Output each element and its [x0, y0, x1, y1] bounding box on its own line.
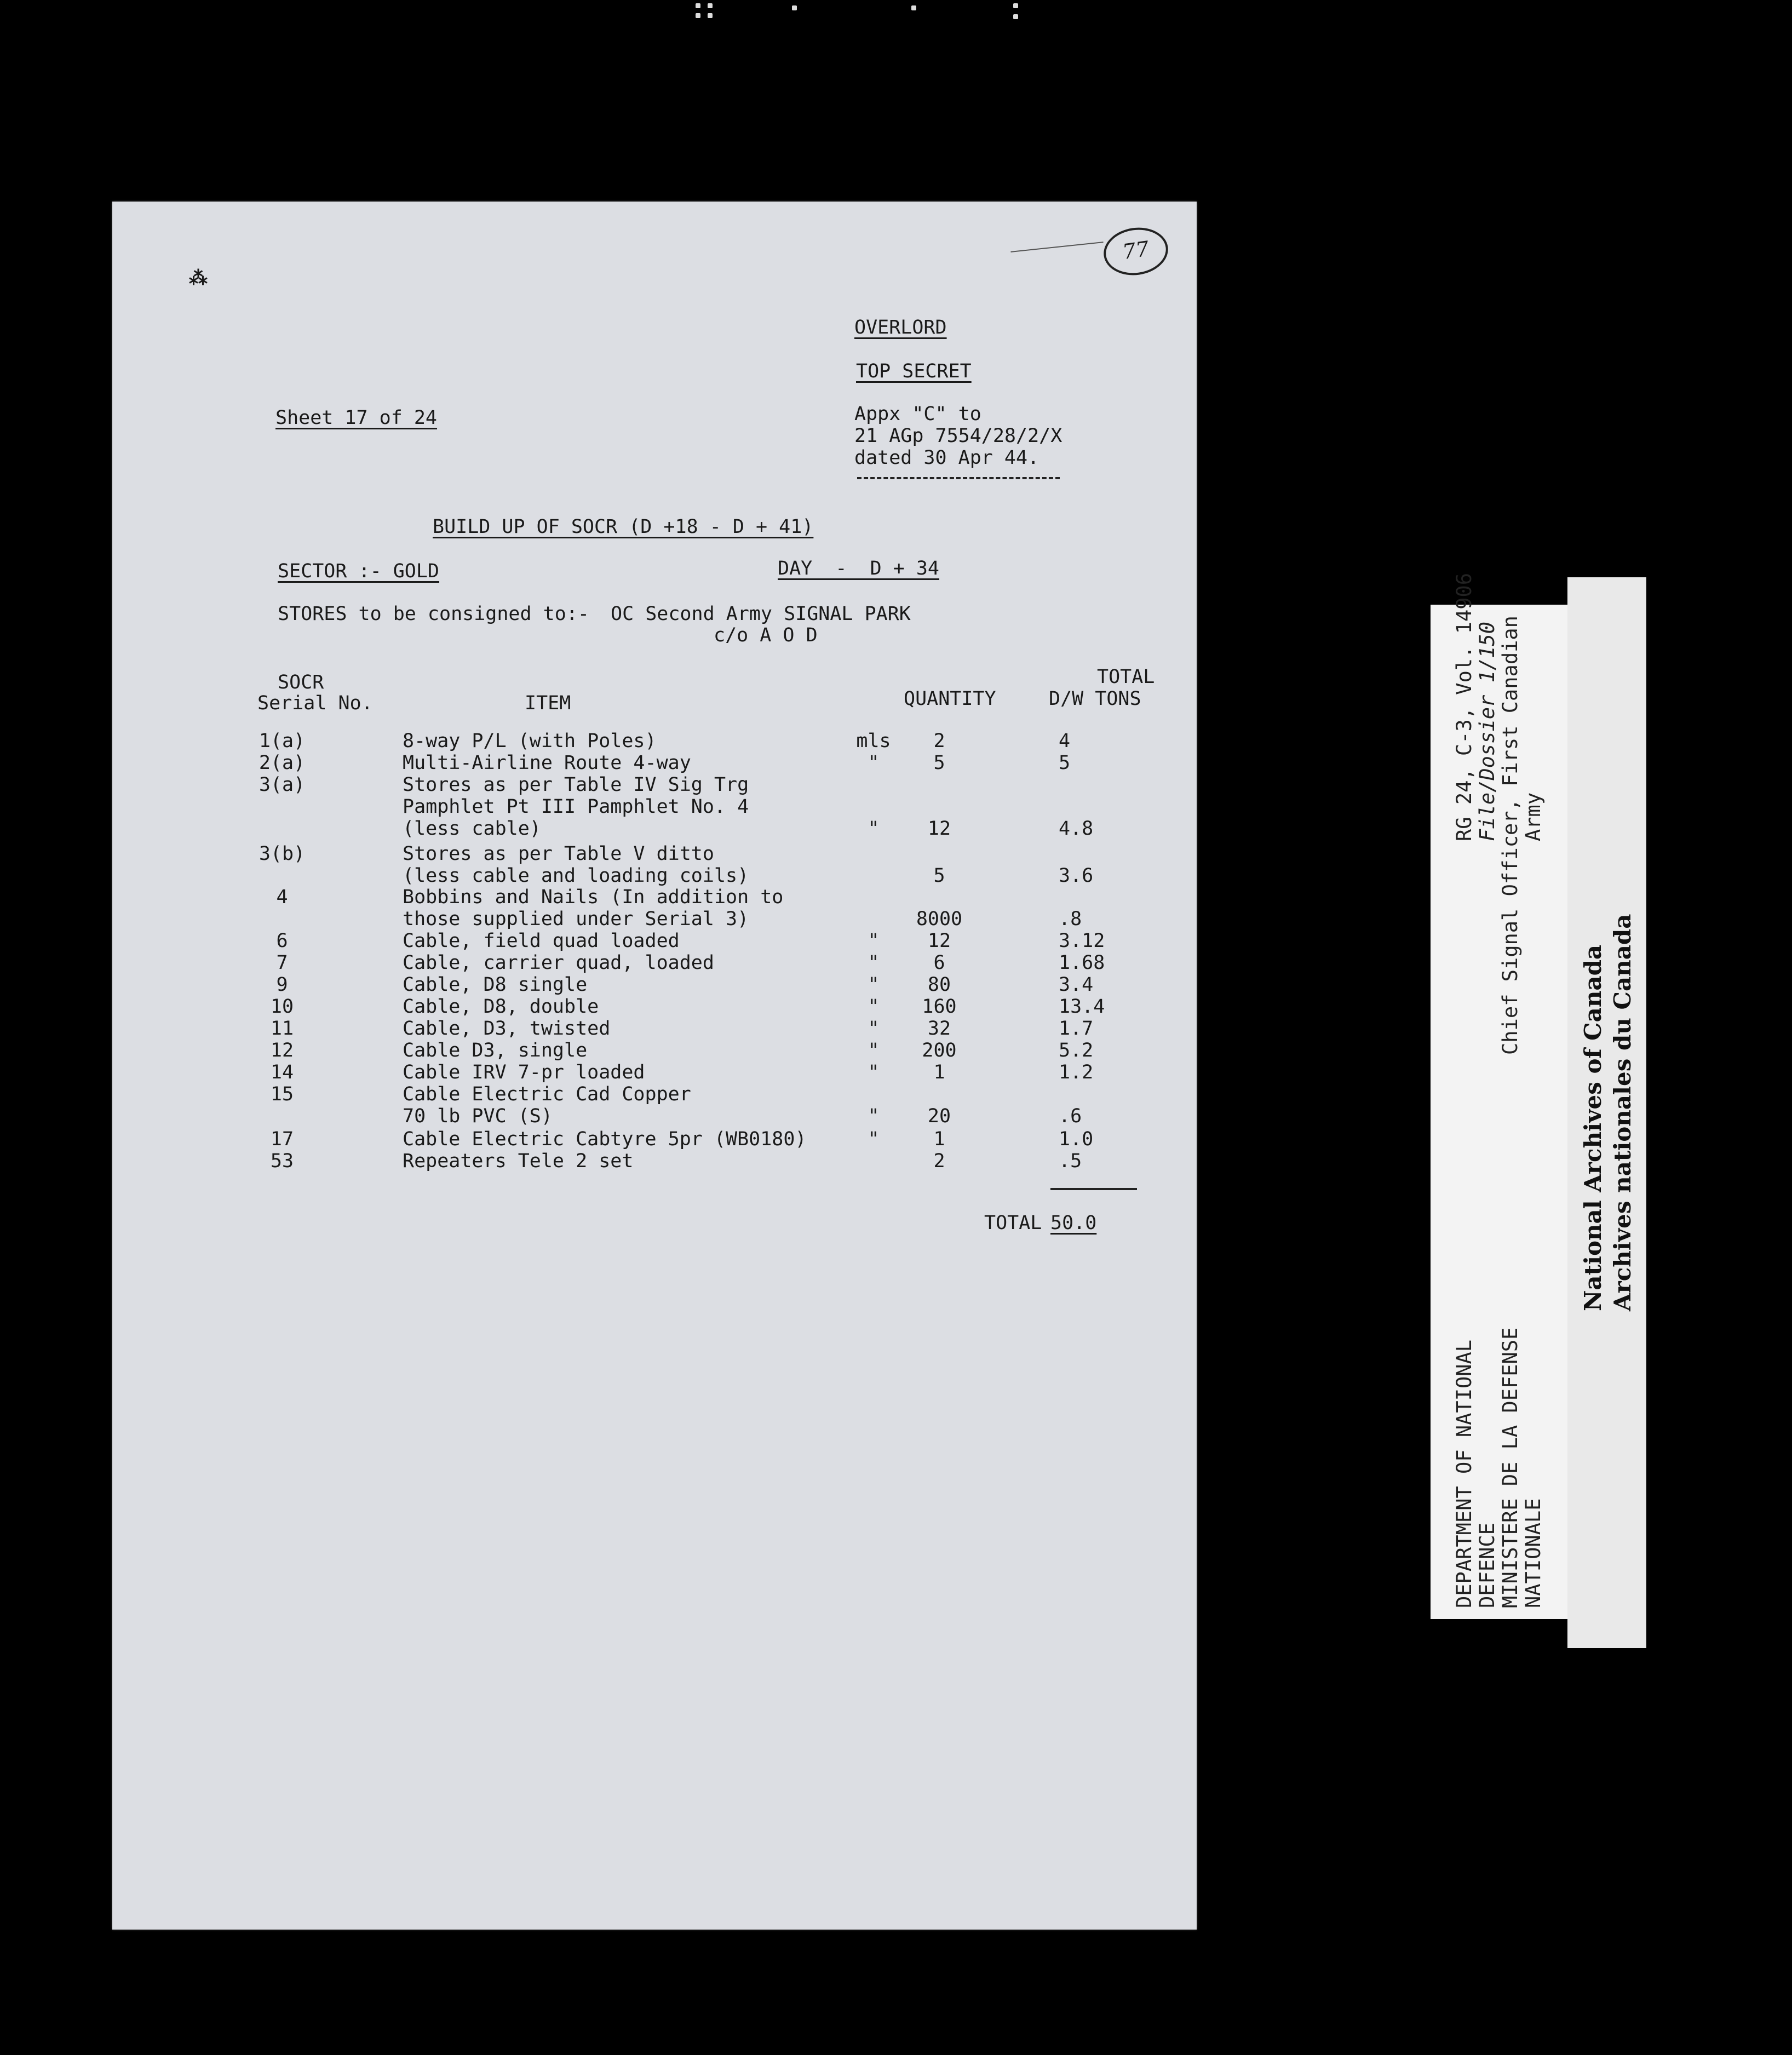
row-serial: 11: [270, 1018, 294, 1040]
row-tons: 13.4: [1059, 996, 1105, 1018]
row-item: Cable Electric Cabtyre 5pr (WB0180): [403, 1128, 807, 1150]
row-item: Cable, carrier quad, loaded: [403, 952, 714, 974]
row-quantity: 80: [927, 974, 951, 996]
row-serial: 3(a): [259, 774, 306, 796]
row-item: Stores as per Table V ditto: [403, 843, 714, 865]
film-edge-marks: [685, 0, 1035, 22]
dept-line-3: MINISTERE DE LA DEFENSE: [1498, 1327, 1522, 1608]
archive-stamp-line-1: National Archives of Canada: [1580, 944, 1606, 1311]
row-item: (less cable and loading coils): [403, 865, 749, 887]
row-serial: 7: [276, 952, 288, 974]
row-quantity: 6: [933, 952, 945, 974]
row-tons: 5.2: [1059, 1040, 1094, 1061]
total-rule: [1050, 1188, 1137, 1190]
row-item: Cable, D8 single: [403, 974, 588, 996]
consignee-line-2: c/o A O D: [714, 624, 818, 646]
row-tons: 1.7: [1059, 1018, 1094, 1040]
row-serial: 17: [270, 1128, 294, 1150]
row-quantity: 1: [933, 1128, 945, 1150]
row-quantity: 2: [933, 1150, 945, 1172]
row-serial: 10: [270, 996, 294, 1018]
row-unit: ": [868, 818, 880, 840]
row-tons: 3.6: [1059, 865, 1094, 887]
row-item: Cable, field quad loaded: [403, 930, 680, 952]
row-quantity: 2: [933, 730, 945, 752]
row-serial: 15: [270, 1083, 294, 1105]
day-label: DAY - D + 34: [778, 558, 940, 579]
row-serial: 9: [276, 974, 288, 996]
row-item: Repeaters Tele 2 set: [403, 1150, 634, 1172]
row-item: Bobbins and Nails (In addition to: [403, 886, 784, 908]
appendix-line-3: dated 30 Apr 44.: [854, 447, 1039, 469]
row-tons: 4: [1059, 730, 1071, 752]
total-value: 50.0: [1050, 1212, 1097, 1234]
row-unit: ": [868, 1105, 880, 1127]
corner-mark: ⁂: [189, 267, 208, 289]
archive-reference-label: [1431, 572, 1581, 1619]
sheet-label: Sheet 17 of 24: [275, 407, 438, 429]
row-quantity: 12: [927, 818, 951, 840]
sector-label: SECTOR :- GOLD: [278, 560, 440, 582]
row-tons: .5: [1059, 1150, 1082, 1172]
row-item: Cable IRV 7-pr loaded: [403, 1061, 645, 1083]
row-unit: ": [868, 952, 880, 974]
row-tons: 1.0: [1059, 1128, 1094, 1150]
row-item: Cable, D3, twisted: [403, 1018, 611, 1040]
row-unit: ": [868, 1040, 880, 1061]
row-quantity: 200: [922, 1040, 957, 1061]
row-serial: 1(a): [259, 730, 306, 752]
row-unit: ": [868, 1018, 880, 1040]
row-tons: 1.68: [1059, 952, 1105, 974]
row-unit: ": [868, 1128, 880, 1150]
row-quantity: 20: [927, 1105, 951, 1127]
codeword: OVERLORD: [854, 317, 947, 338]
archive-stamp-line-2: Archives nationales du Canada: [1609, 914, 1636, 1311]
row-tons: 5: [1059, 752, 1071, 774]
dept-line-2: DEFENCE: [1475, 1523, 1499, 1608]
serial-header-1: SOCR: [278, 671, 324, 693]
tons-header-2: D/W TONS: [1049, 688, 1141, 710]
row-tons: .6: [1059, 1105, 1082, 1127]
tons-header-1: TOTAL: [1097, 666, 1155, 688]
row-item: 70 lb PVC (S): [403, 1105, 553, 1127]
quantity-header: QUANTITY: [904, 688, 996, 710]
serial-header-2: Serial No.: [257, 692, 373, 714]
row-tons: 1.2: [1059, 1061, 1094, 1083]
row-item: 8-way P/L (with Poles): [403, 730, 657, 752]
row-item: (less cable): [403, 818, 541, 840]
appendix-line-1: Appx "C" to: [854, 403, 981, 425]
row-quantity: 1: [933, 1061, 945, 1083]
appendix-underline: [857, 477, 1060, 479]
archive-ref-line-4: Army: [1521, 792, 1545, 841]
folio-number: 77: [1101, 223, 1171, 279]
row-item: Stores as per Table IV Sig Trg: [403, 774, 749, 796]
row-unit: ": [868, 1061, 880, 1083]
document-title: BUILD UP OF SOCR (D +18 - D + 41): [433, 516, 814, 538]
item-header: ITEM: [525, 692, 571, 714]
appendix-line-2: 21 AGp 7554/28/2/X: [854, 425, 1062, 447]
row-tons: 4.8: [1059, 818, 1094, 840]
consignment-label: STORES to be consigned to:-: [278, 603, 589, 625]
row-item: Cable D3, single: [403, 1040, 588, 1061]
document-sheet: [112, 202, 1197, 1930]
row-unit: ": [868, 930, 880, 952]
row-unit: ": [868, 752, 880, 774]
row-quantity: 8000: [916, 908, 963, 930]
row-serial: 14: [270, 1061, 294, 1083]
row-serial: 2(a): [259, 752, 306, 774]
row-item: those supplied under Serial 3): [403, 908, 749, 930]
dept-line-1: DEPARTMENT OF NATIONAL: [1452, 1339, 1476, 1608]
row-quantity: 5: [933, 865, 945, 887]
pencil-line: [1010, 242, 1103, 252]
archive-stamp: [1567, 577, 1646, 1648]
row-item: Cable, D8, double: [403, 996, 599, 1018]
row-item: Cable Electric Cad Copper: [403, 1083, 691, 1105]
row-unit: ": [868, 974, 880, 996]
row-item: Pamphlet Pt III Pamphlet No. 4: [403, 796, 749, 818]
row-tons: .8: [1059, 908, 1082, 930]
row-tons: 3.4: [1059, 974, 1094, 996]
archive-ref-line-2: File/Dossier 1/150: [1475, 622, 1499, 841]
row-serial: 3(b): [259, 843, 306, 865]
classification: TOP SECRET: [856, 360, 972, 382]
total-label: TOTAL: [984, 1212, 1042, 1234]
row-quantity: 160: [922, 996, 957, 1018]
row-unit: mls: [856, 730, 891, 752]
archive-ref-line-3: Chief Signal Officer, First Canadian: [1498, 616, 1522, 1055]
row-unit: ": [868, 996, 880, 1018]
row-serial: 53: [270, 1150, 294, 1172]
row-quantity: 32: [927, 1018, 951, 1040]
row-serial: 4: [276, 886, 288, 908]
consignee-line-1: OC Second Army SIGNAL PARK: [611, 603, 911, 625]
archive-ref-line-1: RG 24, C-3, Vol. 14906: [1452, 572, 1476, 841]
dept-line-4: NATIONALE: [1521, 1498, 1545, 1608]
row-serial: 6: [276, 930, 288, 952]
row-quantity: 12: [927, 930, 951, 952]
row-quantity: 5: [933, 752, 945, 774]
row-item: Multi-Airline Route 4-way: [403, 752, 691, 774]
row-serial: 12: [270, 1040, 294, 1061]
row-tons: 3.12: [1059, 930, 1105, 952]
